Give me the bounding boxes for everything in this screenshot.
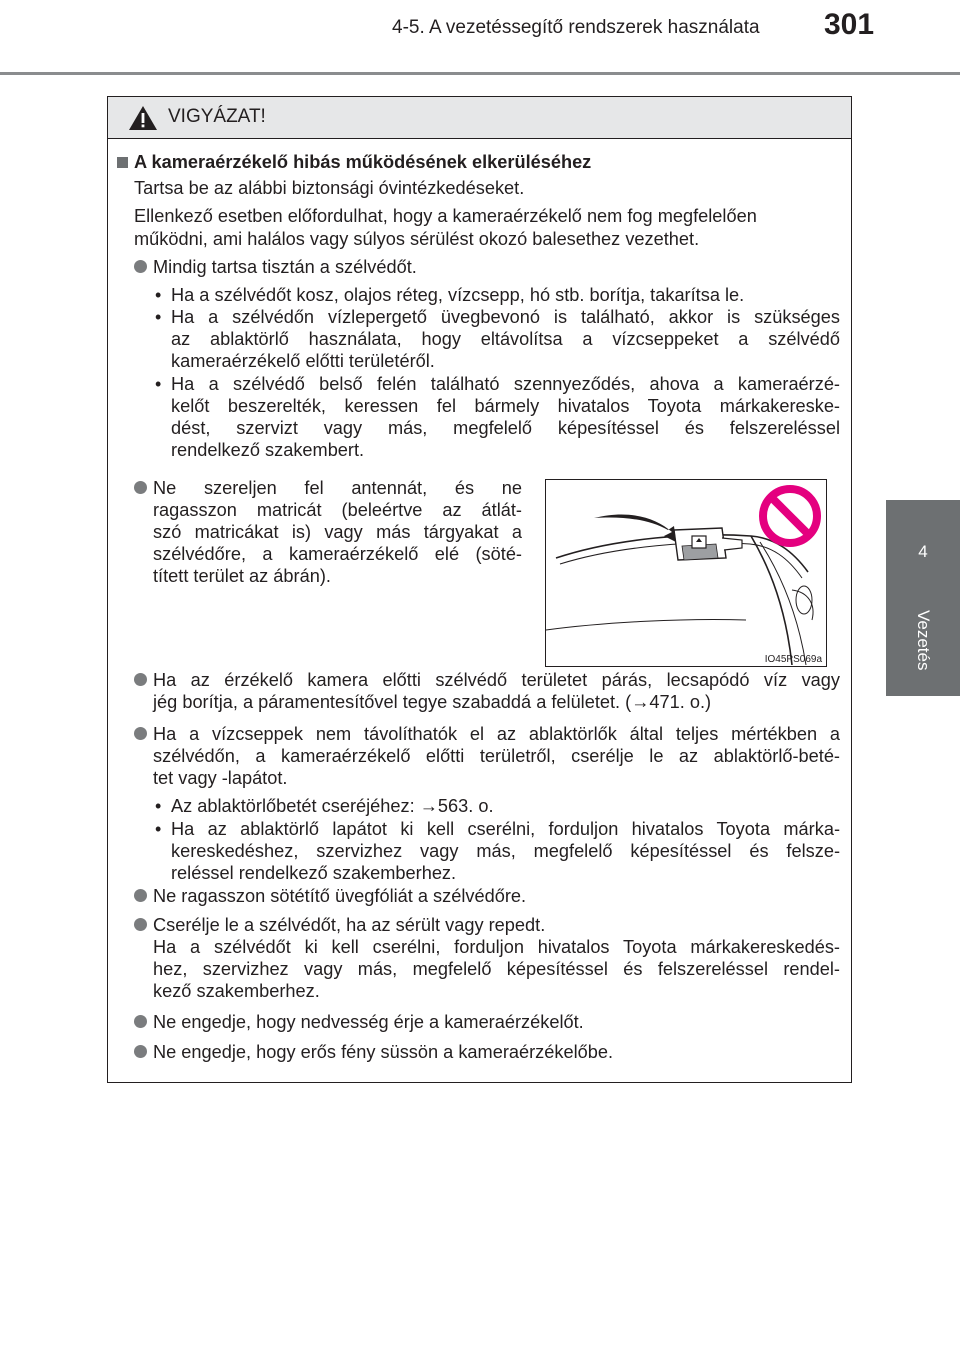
item-1-sub-3-l1: Ha a szélvédő belső felén található szennyeződés, ahova a kameraérzé- <box>171 374 840 394</box>
bullet-dot-icon <box>134 1045 147 1058</box>
bullet-dot-icon <box>134 260 147 273</box>
item-3-l2: jég borítja, a páramentesítővel tegye szabaddá a felületet. (→471. o.) <box>153 692 712 712</box>
item-1-text: Mindig tartsa tisztán a szélvédőt. <box>153 257 417 277</box>
item-1-sub-3-l3: dést, szervizt vagy más, megfelelő képesítéssel és felszereléssel <box>171 418 840 438</box>
item-2-l3: szó matricákat is) vagy más tárgyakat a <box>153 522 522 542</box>
item-4-l2: szélvédőn, a kameraérzékelő előtti területről, cserélje le az ablaktörlő-beté- <box>153 746 840 766</box>
item-1-sub-3-l4: rendelkező szakembert. <box>171 440 365 460</box>
item-2-l5: tített terület az ábrán). <box>153 566 331 586</box>
item-5: Ne ragasszon sötétítő üvegfóliát a szélvédőre. <box>153 886 527 906</box>
section-title: 4-5. A vezetéssegítő rendszerek használata <box>392 17 760 38</box>
item-6-l3: hez, szervizhez vagy más, megfelelő képesítéssel és felszereléssel rendel- <box>153 959 840 979</box>
item-6-l4: kező szakemberhez. <box>153 981 320 1001</box>
intro-text-1: Tartsa be az alábbi biztonsági óvintézkedéseket. <box>134 178 525 198</box>
sub-bullet: • <box>155 285 162 305</box>
item-2-l4: szélvédőre, a kameraérzékelő elé (söté- <box>153 544 522 564</box>
intro-text-2b: működni, ami halálos vagy súlyos sérülést okozó balesethez vezethet. <box>134 229 700 249</box>
bullet-dot-icon <box>134 918 147 931</box>
bullet-dot-icon <box>134 889 147 902</box>
item-1-sub-2-l2: az ablaktörlő használata, hogy eltávolítsa a vízcseppeket a szélvédő <box>171 329 840 349</box>
item-1-sub-1: Ha a szélvédőt kosz, olajos réteg, vízcsepp, hó stb. borítja, takarítsa le. <box>171 285 745 305</box>
sub-bullet: • <box>155 819 162 839</box>
item-4-sub-2-l1: Ha az ablaktörlő lapátot ki kell cserélni, forduljon hivatalos Toyota márka- <box>171 819 840 839</box>
item-6-l1: Cserélje le a szélvédőt, ha az sérült vagy repedt. <box>153 915 546 935</box>
item-1-sub-2-l1: Ha a szélvédőn vízlepergető üvegbevonó is található, akkor is szükséges <box>171 307 840 327</box>
bullet-dot-icon <box>134 1015 147 1028</box>
item-2-l2: ragasszon matricát (beleértve az átlát- <box>153 500 522 520</box>
item-6-l2: Ha a szélvédőt ki kell cserélni, forduljon hivatalos Toyota márkakereskedés- <box>153 937 840 957</box>
item-2-l1: Ne szereljen fel antennát, és ne <box>153 478 522 498</box>
windshield-illustration <box>545 479 827 667</box>
item-7: Ne engedje, hogy nedvesség érje a kameraérzékelőt. <box>153 1012 584 1032</box>
sub-bullet: • <box>155 307 162 327</box>
warning-heading: A kameraérzékelő hibás működésének elkerüléséhez <box>134 152 592 172</box>
chapter-number: 4 <box>918 542 928 561</box>
header-rule <box>0 72 960 75</box>
chapter-tab <box>886 500 960 696</box>
illustration-code: IO45PS069a <box>764 654 822 665</box>
chapter-label: Vezetés <box>914 610 933 671</box>
item-4-l1: Ha a vízcseppek nem távolíthatók el az ablaktörlők által teljes mértékben a <box>153 724 840 744</box>
warning-header <box>108 97 851 139</box>
heading-square-icon <box>117 157 128 168</box>
item-3-l1: Ha az érzékelő kamera előtti szélvédő területet párás, lecsapódó víz vagy <box>153 670 840 690</box>
sub-bullet: • <box>155 374 162 394</box>
bullet-dot-icon <box>134 481 147 494</box>
windshield-camera-drawing <box>546 480 825 665</box>
page-number: 301 <box>824 8 875 41</box>
item-4-sub-2-l3: reléssel rendelkező szakemberhez. <box>171 863 457 883</box>
item-1-sub-2-l3: kameraérzékelő előtti területéről. <box>171 351 435 371</box>
item-1-sub-3-l2: kelőt beszerelték, keressen fel bármely hivatalos Toyota márkakereske- <box>171 396 840 416</box>
bullet-dot-icon <box>134 673 147 686</box>
sub-bullet: • <box>155 796 162 816</box>
intro-text-2a: Ellenkező esetben előfordulhat, hogy a kameraérzékelő nem fog megfelelően <box>134 206 757 226</box>
item-4-sub-2-l2: kereskedéshez, szervizhez vagy más, megfelelő képesítéssel és felsze- <box>171 841 840 861</box>
item-4-sub-1: Az ablaktörlőbetét cseréjéhez: →563. o. <box>171 796 494 816</box>
warning-triangle-icon <box>128 105 158 131</box>
bullet-dot-icon <box>134 727 147 740</box>
item-4-l3: tet vagy -lapátot. <box>153 768 288 788</box>
warning-title: VIGYÁZAT! <box>168 106 266 127</box>
item-8: Ne engedje, hogy erős fény süssön a kameraérzékelőbe. <box>153 1042 614 1062</box>
